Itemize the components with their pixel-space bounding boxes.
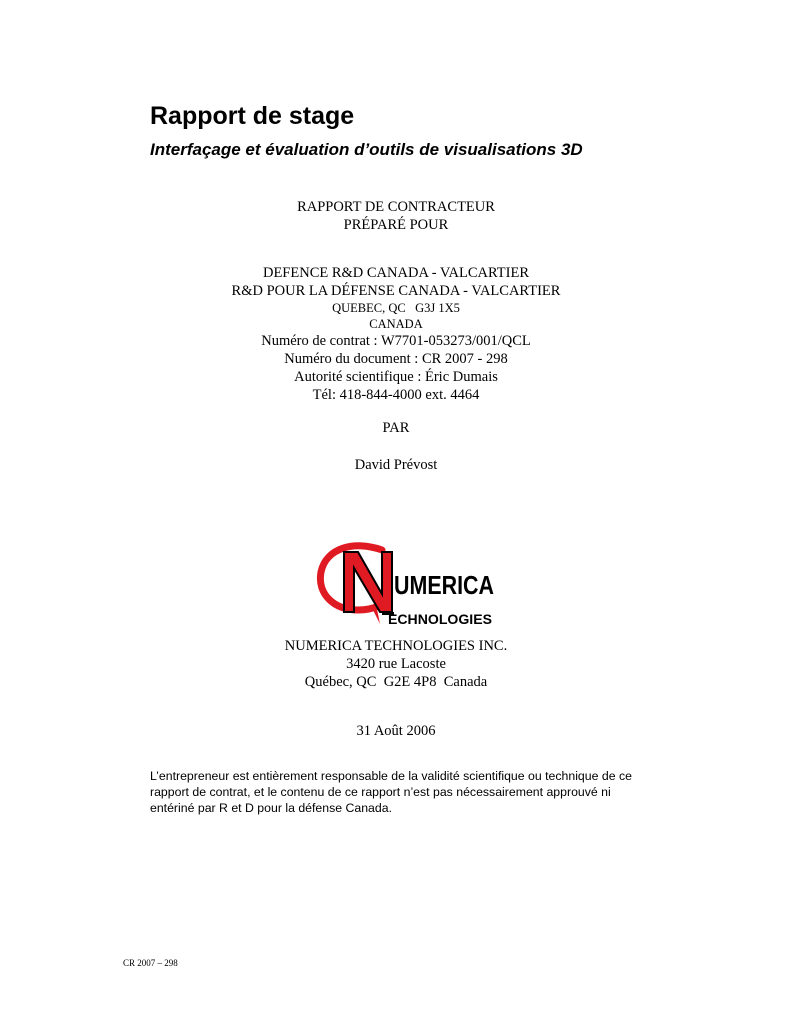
- phone-number: Tél: 418-844-4000 ext. 4464: [312, 387, 480, 403]
- document-date: 31 Août 2006: [356, 723, 436, 739]
- report-type-block: [150, 198, 642, 234]
- by-label-block: [150, 419, 642, 437]
- company-city: Québec, QC G2E 4P8 Canada: [304, 674, 488, 690]
- by-label: PAR: [382, 420, 410, 436]
- company-street: 3420 rue Lacoste: [346, 656, 446, 672]
- client-name-fr: R&D POUR LA DÉFENSE CANADA - VALCARTIER: [231, 283, 561, 299]
- client-address: QUEBEC, QC G3J 1X5: [332, 301, 460, 315]
- document-title: Rapport de stage: [150, 102, 355, 130]
- date-block: [150, 722, 642, 740]
- client-block: [150, 264, 642, 404]
- report-type-line1: RAPPORT DE CONTRACTEUR: [297, 199, 495, 215]
- author-block: [150, 456, 642, 474]
- company-name: NUMERICA TECHNOLOGIES INC.: [284, 638, 508, 654]
- client-country: CANADA: [369, 317, 423, 331]
- logo-text-main: UMERICA: [394, 570, 495, 600]
- logo-text-sub: ECHNOLOGIES: [388, 611, 492, 627]
- scientific-authority: Autorité scientifique : Éric Dumais: [294, 369, 498, 385]
- page-footer: CR 2007 – 298: [123, 958, 178, 968]
- company-block: [150, 637, 642, 691]
- document-number: Numéro du document : CR 2007 - 298: [284, 351, 508, 367]
- report-type-line2: PRÉPARÉ POUR: [343, 217, 449, 233]
- contract-number: Numéro de contrat : W7701-053273/001/QCL: [261, 333, 531, 349]
- numerica-logo: [316, 538, 496, 630]
- document-subtitle: Interfaçage et évaluation d’outils de visualisations 3D: [150, 140, 583, 159]
- disclaimer-text: L’entrepreneur est entièrement responsable de la validité scientifique ou technique de ce rapport de contrat, et le contenu de ce rapport n’est pas nécessairement approuvé ni entériné par R et D pour la défense Canada.: [150, 769, 632, 815]
- client-name-en: DEFENCE R&D CANADA - VALCARTIER: [262, 265, 530, 281]
- author-name: David Prévost: [354, 457, 438, 473]
